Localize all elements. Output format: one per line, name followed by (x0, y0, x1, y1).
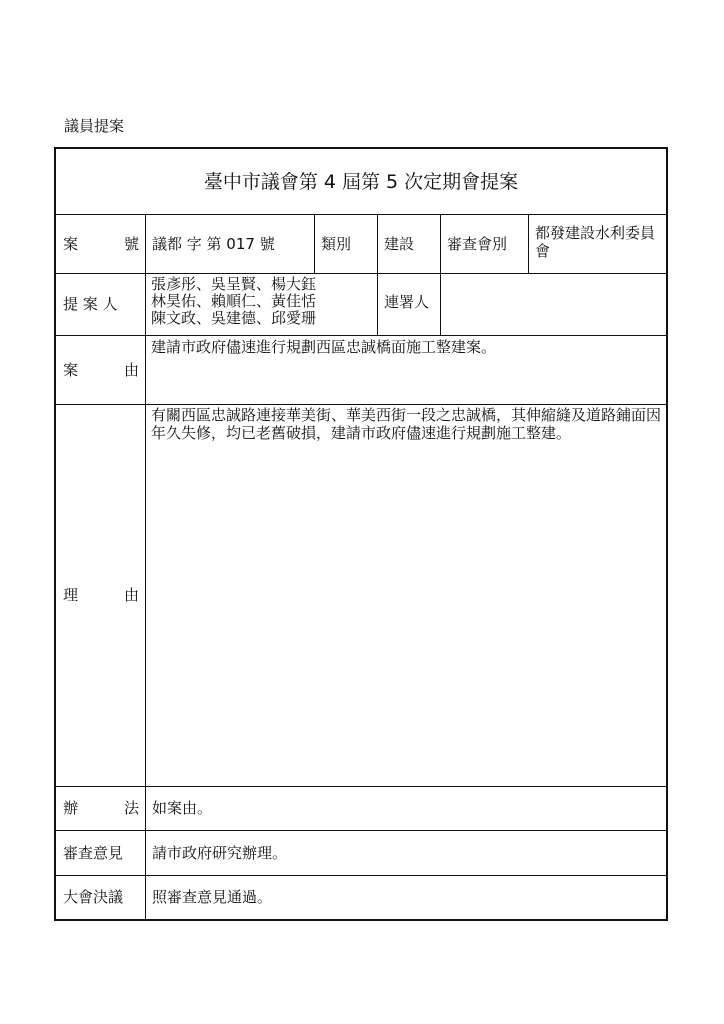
cosigner-value (441, 273, 666, 335)
proposer-label: 提 案 人 (63, 295, 118, 313)
method-label (56, 786, 145, 830)
assembly-resolution-value: 照審查意見通過。 (152, 888, 273, 906)
case-number-label (56, 214, 145, 273)
method-value: 如案由。 (152, 799, 213, 817)
reason-label (56, 404, 145, 786)
cosigner-label: 連署人 (384, 293, 430, 311)
category-value: 建設 (384, 234, 415, 253)
review-opinion-label: 審查意見 (63, 843, 124, 862)
case-number-label-left: 案 (63, 234, 79, 253)
reason-label-right: 由 (123, 586, 139, 604)
case-number-label-right: 號 (123, 234, 139, 253)
subject-label (56, 335, 145, 404)
proposal-form-table (54, 147, 668, 921)
review-opinion-value: 請市政府研究辦理。 (152, 843, 288, 862)
subject-value: 建請市政府儘速進行規劃西區忠誠橋面施工整建案。 (151, 338, 497, 356)
subject-label-left: 案 (63, 360, 79, 379)
subject-label-right: 由 (123, 360, 139, 379)
method-label-right: 法 (123, 799, 139, 817)
assembly-resolution-label: 大會決議 (63, 888, 124, 906)
proposers-line: 林昊佑、賴順仁、黃佳恬 (151, 292, 317, 310)
proposers-line: 陳文政、吳建德、邱愛珊 (151, 309, 317, 327)
document-header-label: 議員提案 (64, 117, 125, 135)
proposers-line: 張彥彤、吳呈賢、楊大鈺 (151, 275, 317, 293)
review-committee-value: 都發建設水利委員會 (535, 224, 656, 260)
category-label: 類別 (321, 234, 352, 253)
proposal-title: 臺中市議會第 4 屆第 5 次定期會提案 (203, 170, 519, 193)
proposers-list (146, 273, 377, 335)
method-label-left: 辦 (63, 799, 79, 817)
reason-label-left: 理 (63, 586, 79, 604)
review-committee-label: 審查會別 (447, 234, 508, 253)
reason-value: 有關西區忠誠路連接華美街、華美西街一段之忠誠橋，其伸縮縫及道路鋪面因年久失修，均已老舊破損，建請市政府儘速進行規劃施工整建。 (151, 406, 662, 442)
case-number-value: 議都 字 第 017 號 (152, 234, 275, 253)
